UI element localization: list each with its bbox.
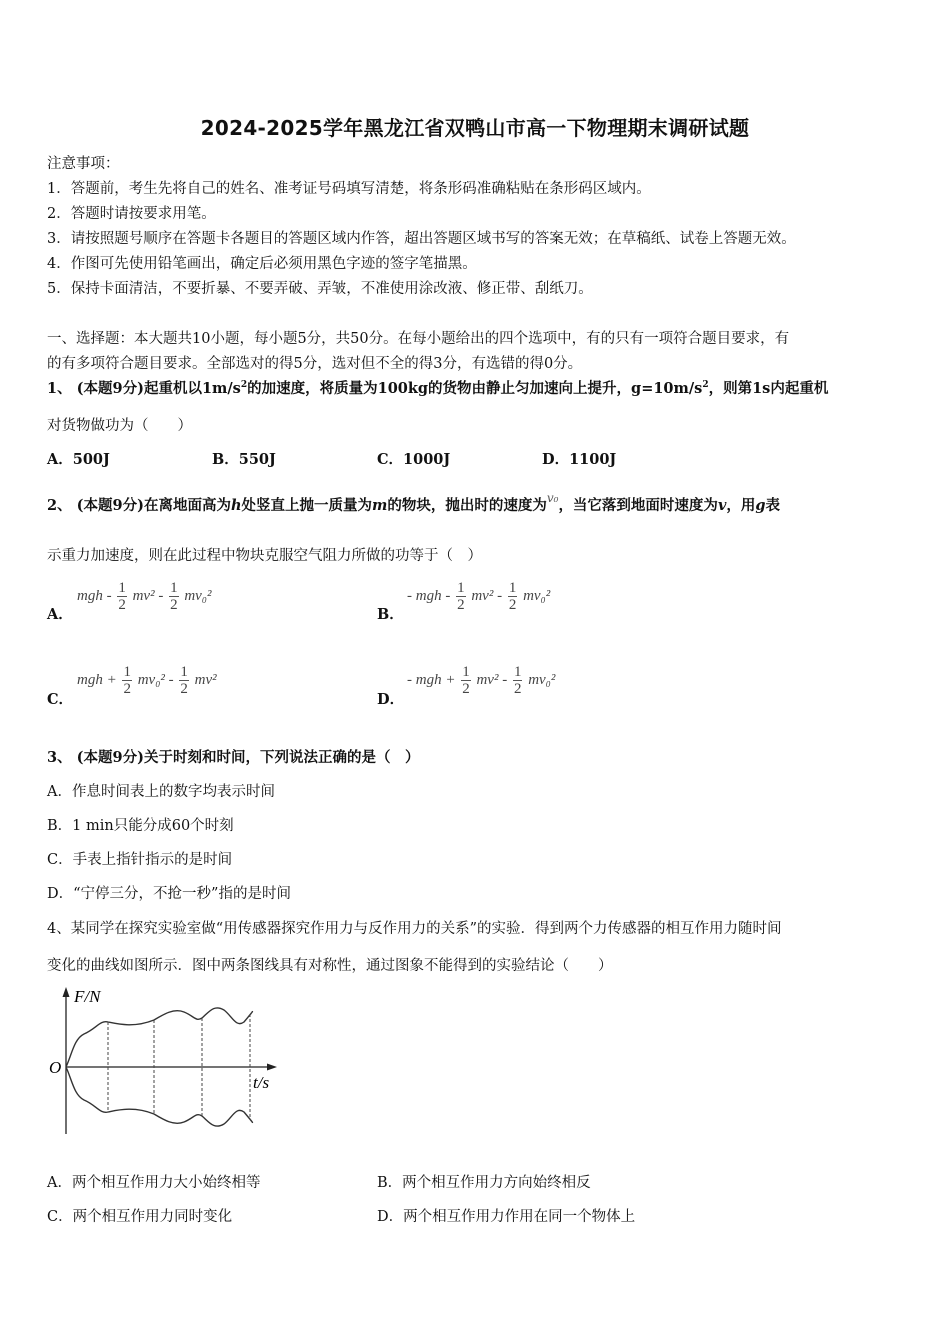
q3-option-c[interactable]: C．手表上指针指示的是时间 (47, 852, 233, 868)
q1-option-c[interactable]: C．1000J (377, 451, 451, 468)
y-axis-arrow (63, 987, 70, 997)
page-title: 2024-2025学年黑龙江省双鸭山市高一下物理期末调研试题 (200, 116, 750, 140)
q4-option-d[interactable]: D．两个相互作用力作用在同一个物体上 (377, 1209, 636, 1225)
question-3-stem: 3、 (本题9分)关于时刻和时间，下列说法正确的是（ ） (47, 749, 420, 766)
q4-option-a[interactable]: A．两个相互作用力大小始终相等 (47, 1175, 261, 1191)
x-axis-arrow (267, 1064, 277, 1071)
question-1-stem: 1、 (本题9分)起重机以$1m/s^2$的加速度，将质量为100kg的货物由静止匀加速向上提升，$g=10m/s^2$，则第1s内起重机 (47, 380, 829, 397)
q2-option-b-label[interactable]: B． (377, 606, 404, 623)
notice-item: 1．答题前，考生先将自己的姓名、准考证号码填写清楚，将条形码准确粘贴在条形码区域内。 (47, 181, 651, 197)
question-1-stem-cont: 对货物做功为（ ） (47, 418, 192, 434)
notice-item: 5．保持卡面清洁，不要折暴、不要弄破、弄皱，不准使用涂改液、修正带、刮纸刀。 (47, 281, 593, 297)
question-4-stem-cont: 变化的曲线如图所示．图中两条图线具有对称性，通过图象不能得到的实验结论（ ） (47, 958, 613, 974)
origin-label: O (49, 1058, 62, 1077)
q2-option-a-formula[interactable]: mgh - $\frac{1}{2}$ mv² - $\frac{1}{2}$ mv₀² (77, 580, 212, 613)
q2-option-b-formula[interactable]: - mgh - $\frac{1}{2}$ mv² - $\frac{1}{2}$ mv₀² (407, 580, 551, 613)
notice-heading: 注意事项： (47, 156, 120, 172)
x-axis-label: t/s (253, 1073, 270, 1092)
q2-option-d-formula[interactable]: - mgh + $\frac{1}{2}$ mv² - $\frac{1}{2}$ mv₀² (407, 664, 556, 697)
notice-item: 4．作图可先使用铅笔画出，确定后必须用黑色字迹的签字笔描黑。 (47, 256, 477, 272)
notice-item: 2．答题时请按要求用笔。 (47, 206, 216, 222)
q4-option-b[interactable]: B．两个相互作用力方向始终相反 (377, 1175, 591, 1191)
question-2-stem: 2、 (本题9分)在离地面高为h处竖直上抛一质量为m的物块，抛出时的速度为$^{v_0}$，当它落到地面时速度为v，用g表 (47, 491, 781, 514)
question-2-stem-cont: 示重力加速度，则在此过程中物块克服空气阻力所做的功等于（ ） (47, 548, 482, 564)
upper-force-curve (66, 1008, 252, 1067)
q3-option-a[interactable]: A．作息时间表上的数字均表示时间 (47, 784, 275, 800)
q1-option-b[interactable]: B．550J (212, 451, 276, 468)
q2-option-d-label[interactable]: D． (377, 691, 405, 708)
y-axis-label: F/N (74, 987, 101, 1006)
question-4-stem: 4、某同学在探究实验室做“用传感器探究作用力与反作用力的关系”的实验．得到两个力传感器的相互作用力随时间 (47, 921, 782, 937)
notice-item: 3．请按照题号顺序在答题卡各题目的答题区域内作答，超出答题区域书写的答案无效；在草稿纸、试卷上答题无效。 (47, 231, 796, 247)
section-instructions-line-1: 一、选择题：本大题共10小题，每小题5分，共50分。在每小题给出的四个选项中，有的只有一项符合题目要求，有 (47, 331, 790, 347)
section-instructions-line-2: 的有多项符合题目要求。全部选对的得5分，选对但不全的得3分，有选错的得0分。 (47, 356, 583, 372)
q4-option-c[interactable]: C．两个相互作用力同时变化 (47, 1209, 233, 1225)
q2-option-a-label[interactable]: A． (47, 606, 73, 623)
lower-force-curve (66, 1067, 252, 1126)
q2-option-c-label[interactable]: C． (47, 691, 74, 708)
force-time-graph (44, 984, 284, 1139)
q1-option-a[interactable]: A．500J (47, 451, 110, 468)
q2-option-c-formula[interactable]: mgh + $\frac{1}{2}$ mv₀² - $\frac{1}{2}$ mv² (77, 664, 217, 697)
q1-option-d[interactable]: D．1100J (542, 451, 617, 468)
q3-option-d[interactable]: D．“宁停三分，不抢一秒”指的是时间 (47, 886, 291, 902)
q3-option-b[interactable]: B．1 min只能分成60个时刻 (47, 818, 234, 834)
